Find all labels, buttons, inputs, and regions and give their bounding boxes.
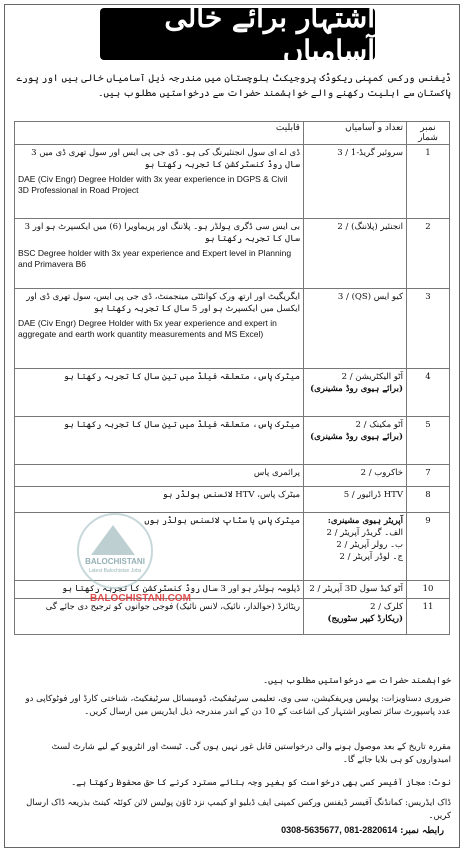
watermark-logo — [77, 513, 153, 589]
qualification-urdu: ڈی اے ای سول انجنئیرنگ کی ہو۔ ڈی جی پی ایس اور سول تھری ڈی میں 3 سال روڈ کنسٹرکشن کا تجربہ رکھتا ہو — [31, 148, 300, 170]
row-qualification: ریٹائرڈ (حوالدار، نائیک، لانس نائیک) فوجی جوانوں کو ترجیح دی جائے گی — [15, 599, 304, 635]
row-post: انجنئیر (پلاننگ) / 2 — [304, 219, 407, 289]
row-qualification: میٹرک پاس یا سٹاپ لائسنس ہولڈر ہوں — [15, 513, 304, 581]
post-name: کلرک / 2 — [370, 602, 403, 612]
header-qualification: قابلیت — [15, 122, 304, 145]
post-line: ج۔ لوڈر آپریٹر / 2 — [339, 552, 403, 562]
row-qualification: ڈپلومہ ہولڈر ہو اور 3 سال روڈ کنسٹرکشن کا تجربہ رکھتا ہو — [15, 581, 304, 599]
notes-line-2: ضروری دستاویزات: پولیس ویریفکیشن، سی وی، تعلیمی سرٹیفکیٹ، ڈومیسائل سرٹیفکیٹ، شناختی کارڈ اور فوٹوکاپی دو عدد پاسپورٹ سائز تصاویر اشتہار کی اشاعت کے 10 دن کے اندر مندرجہ ذیل ایڈریس میں ارسال کریں۔ — [25, 694, 451, 717]
contact-number: 0308-5635677, 081-2820614 — [281, 825, 398, 835]
table-row — [15, 465, 450, 487]
row-post — [304, 513, 407, 581]
table-row — [15, 599, 450, 635]
row-post: سروئیر گریڈ-1 / 3 — [304, 145, 407, 219]
row-number: 8 — [407, 487, 450, 513]
contact-label: رابطہ نمبر: — [400, 826, 444, 836]
qualification-urdu: بی ایس سی ڈگری ہولڈر ہو۔ پلاننگ اور پریماویرا (6) میں ایکسپرٹ ہو اور 3 سال کا تجربہ رکھتا ہو — [24, 222, 300, 244]
row-qualification — [15, 219, 304, 289]
row-number: 10 — [407, 581, 450, 599]
post-subtitle: (برائے ہیوی روڈ مشینری) — [310, 384, 403, 394]
qualification-english: DAE (Civ Engr) Degree Holder with 5x year experience and expert in aggregate and earth work quantity measurements and MS Excel) — [18, 318, 277, 339]
notes-line-3: مقررہ تاریخ کے بعد موصول ہونے والی درخواستیں قابل غور نہیں ہوں گی۔ ٹیسٹ اور انٹرویو کے لیے شارٹ لسٹ امیدواروں کو ہی بلایا جائے گا۔ — [51, 742, 451, 765]
row-post: خاکروب / 2 — [304, 465, 407, 487]
post-name: آٹو الیکٹریشن / 2 — [341, 372, 403, 382]
page-title: اشتہار برائے خالی آسامیاں — [100, 8, 375, 60]
table-header-row — [15, 122, 450, 145]
row-post — [304, 599, 407, 635]
table-row — [15, 219, 450, 289]
row-qualification: میٹرک پاس، متعلقہ فیلڈ میں تین سال کا تجربہ رکھتا ہو — [15, 417, 304, 465]
header-post: تعداد و آسامیاں — [304, 122, 407, 145]
table-row — [15, 145, 450, 219]
post-line: الف۔ گریڈر آپریٹر / 2 — [326, 528, 403, 538]
row-post: کیو ایس (QS) / 3 — [304, 289, 407, 369]
table-row — [15, 487, 450, 513]
post-subtitle: (ریکارڈ کیپر سٹوریج) — [327, 614, 403, 624]
post-line: ب۔ رولر آپریٹر / 2 — [336, 540, 403, 550]
notes-line-5: ڈاک ایڈریس: کمانڈنگ آفیسر ڈیفنس ورکس کمپنی ایف ڈبلیو او کیمپ نزد ٹاؤن پولیس لائن کوئٹہ کینٹ بذریعہ ڈاک ارسال کریں۔ — [26, 798, 451, 821]
row-number: 5 — [407, 417, 450, 465]
intro-text: ڈیفنس ورکس کمپنی ریکوڈک پروجیکٹ بلوچستان میں مندرجہ ذیل آسامیاں خالی ہیں اور پورے پاکستان سے اہلیت رکھنے والے خواہشمند حضرات سے درخواستیں مطلوب ہیں۔ — [16, 73, 451, 99]
table-row — [15, 417, 450, 465]
row-number: 4 — [407, 369, 450, 417]
row-number: 2 — [407, 219, 450, 289]
mountain-icon — [91, 525, 135, 555]
qualification-english: BSC Degree holder with 3x year experience and Expert level in Planning and Primavera B6 — [18, 248, 292, 269]
row-number: 9 — [407, 513, 450, 581]
row-number: 11 — [407, 599, 450, 635]
row-qualification: میٹرک پاس، HTV لائسنس ہولڈر ہو — [15, 487, 304, 513]
post-subtitle: (برائے ہیوی روڈ مشینری) — [310, 432, 403, 442]
row-qualification: پرائمری پاس — [15, 465, 304, 487]
notes-line-4: نوٹ: مجاز آفیسر کسی بھی درخواست کو بغیر وجہ بتائے مسترد کرنے کا حق محفوظ رکھتا ہے۔ — [71, 778, 451, 788]
row-number: 7 — [407, 465, 450, 487]
row-qualification: میٹرک پاس، متعلقہ فیلڈ میں تین سال کا تجربہ رکھتا ہو — [15, 369, 304, 417]
watermark-site: BALOCHISTANI.COM — [90, 593, 191, 604]
qualification-english: DAE (Civ Engr) Degree Holder with 3x year experience in DGPS & Civil 3D Professional in Road Project — [18, 174, 288, 195]
notes-line-1: خواہشمند حضرات سے درخواستیں مطلوب ہیں۔ — [263, 676, 451, 686]
row-post — [304, 369, 407, 417]
watermark-logo-top: BALOCHISTANI — [85, 557, 145, 566]
watermark-logo-bottom: Latest Balochistan Jobs — [88, 568, 142, 574]
row-post: آٹو کیڈ سول 3D آپریٹر / 2 — [304, 581, 407, 599]
contact-line — [12, 825, 444, 836]
row-number: 3 — [407, 289, 450, 369]
row-qualification — [15, 289, 304, 369]
row-number: 1 — [407, 145, 450, 219]
row-post: HTV ڈرائیور / 5 — [304, 487, 407, 513]
row-post — [304, 417, 407, 465]
header-serial: نمبر شمار — [407, 122, 450, 145]
table-row — [15, 289, 450, 369]
table-row — [15, 369, 450, 417]
post-name: آٹو مکینک / 2 — [355, 420, 403, 430]
qualification-urdu: ایگریگیٹ اور ارتھ ورک کوانٹٹی مینجمنٹ، ڈی جی پی ایس، سول تھری ڈی اور ایکسل میں ایکسپرٹ ہو اور 5 سال کا تجربہ رکھتا ہو — [26, 292, 300, 314]
table-row — [15, 581, 450, 599]
advertisement-page — [4, 1, 460, 848]
row-qualification — [15, 145, 304, 219]
post-name: آپریٹر ہیوی مشینری: — [327, 516, 403, 526]
